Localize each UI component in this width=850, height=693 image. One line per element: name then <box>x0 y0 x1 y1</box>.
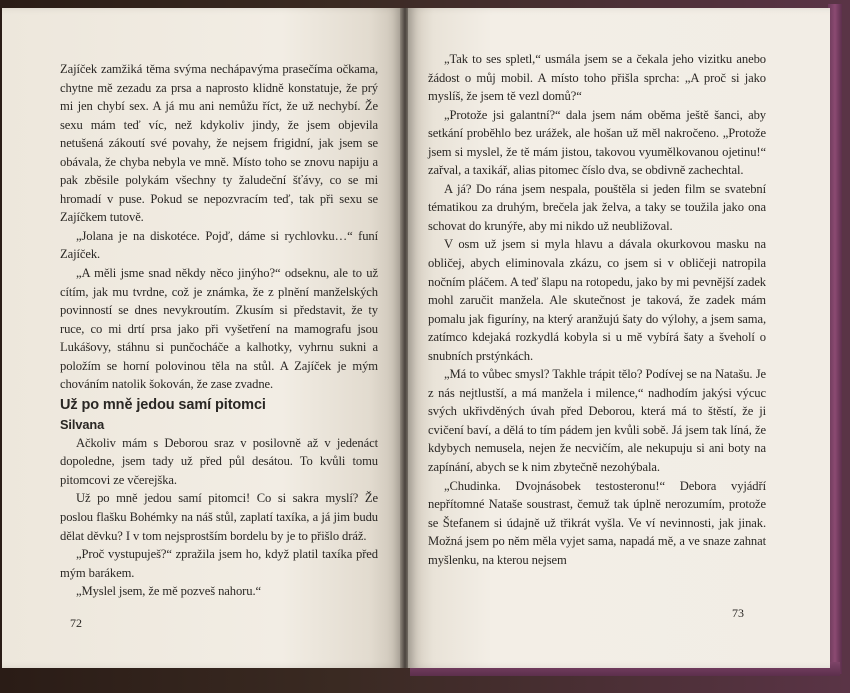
paragraph: A já? Do rána jsem nespala, pouštěla si jeden film se svatební tématikou za druhým, brečela jak želva, a taky se toužila jako ona schovat do krunýře, aby mi nikdo už neubližoval. <box>428 181 766 233</box>
paragraph: Zajíček zamžiká těma svýma nechápavýma prasečíma očkama, chytne mě zezadu za prsa a naprosto klidně konstatuje, že prý mi jen chybí sex. A já mu ani nemůžu říct, že už nechybí. Že sexu mám teď víc, než kdykoliv jindy, že jsem objevila netušená zákoutí své povahy, že nejsem frigidní, jak jsem se obávala, že chyba nebyla ve mně. Místo toho se znovu napiju a pak zběsile polykám všechny ty žaludeční šťávy, co se mi hromadí v puse. Pokud se nepozvracím teď, tak při sexu se Zajíčkem tutově. <box>60 62 378 225</box>
paragraph: „Proč vystupuješ?“ zpražila jsem ho, když platil taxíka před mým barákem. <box>60 547 378 580</box>
right-page <box>408 8 830 668</box>
paragraph: „Má to vůbec smysl? Takhle trápit tělo? Podívej se na Natašu. Je z nás nejtlustší, a má manžela i milence,“ nadhodím jakýsi výcuc svých ukřivděných úvah před Deborou, která má to štěstí, že ji cvičení baví, a dělá to tím pádem jen kvůli sobě. Já jsem tak líná, že kdybych nemusela, nejen že necvičím, ale nekupuju si ani boty na zapínání, abych se k nim zbytečně nezohýbala. <box>428 367 766 475</box>
right-page-text <box>428 50 766 569</box>
chapter-subheading: Silvana <box>60 416 105 432</box>
paragraph: „Chudinka. Dvojnásobek testosteronu!“ Debora vyjádří nepřítomné Nataše soustrast, čemuž tak úplně nerozumím, protože se Štefanem si údajně už třikrát vyšla. Ve ví nevinnosti, jak jinak. Možná jsem po něm měla vyjet sama, napadá mě, a ve snaze zahnat myšlenku, na kterou nejsem <box>428 478 766 567</box>
paragraph: Ačkoliv mám s Deborou sraz v posilovně až v jedenáct dopoledne, jsem tady už před půl desátou. To kvůli tomu pitomcovi ze včerejška. <box>60 435 378 487</box>
left-page-text <box>60 60 378 601</box>
chapter-heading: Už po mně jedou samí pitomci <box>60 396 266 413</box>
paragraph: „A měli jsme snad někdy něco jinýho?“ odseknu, ale to už cítím, jak mu tvrdne, což je známka, že z plnění manželských povinností se dnes nevykroutím. Zkusím si představit, že ty ruce, co mi drtí prsa jako při vyšetření na mamografu jsou Lukášovy, stáhnu si punčocháče a kalhotky, vyhrnu sukni a položím se horní polovinou těla na stůl. A Zajíček je mým chováním natolik šokován, že zase zvadne. <box>60 266 378 392</box>
paragraph: Už po mně jedou samí pitomci! Co si sakra myslí? Že poslou flašku Bohémky na náš stůl, zaplatí taxíka, a já jim budu dělat děvku? I v tom nejsprostším bordelu by je to přišlo dráž. <box>60 491 378 543</box>
page-number: 73 <box>732 606 744 620</box>
paragraph: „Tak to ses spletl,“ usmála jsem se a čekala jeho vizitku anebo žádost o můj mobil. A místo toho přišla sprcha: „A proč si jako myslíš, že jsem tě vezl domů?“ <box>428 52 766 104</box>
paragraph: „Myslel jsem, že mě pozveš nahoru.“ <box>76 584 261 599</box>
paragraph: „Protože jsi galantní?“ dala jsem nám oběma ještě šanci, aby setkání proběhlo bez urážek, ale hošan už měl nakročeno. „Protože jsem si myslel, že tě mám jistou, takovou vyumělkovanou ojetinu!“ zařval, a taxikář, alias pitomec číslo dva, se obdivně zachechtal. <box>428 107 766 178</box>
paragraph: V osm už jsem si myla hlavu a dávala okurkovou masku na obličej, abych eliminovala zkázu, co jsem si v obličeji natropila nočním pláčem. A teď šlapu na rotopedu, jako by mi pevnější zadek mohl zaručit manžela. Ale skutečnost je taková, že zadek mám pomalu jak figuríny, na který aranžujú šaty do výlohy, a jsem sama, zatímco kdejaká rozkydlá kobyla si u mě vybírá šaty a šveholí o snubních prstýnkách. <box>428 237 766 363</box>
left-page <box>2 8 402 668</box>
book-cover-edge <box>828 4 842 674</box>
page-number: 72 <box>70 616 82 630</box>
paragraph: „Jolana je na diskotéce. Pojď, dáme si rychlovku…“ funí Zajíček. <box>60 228 378 262</box>
